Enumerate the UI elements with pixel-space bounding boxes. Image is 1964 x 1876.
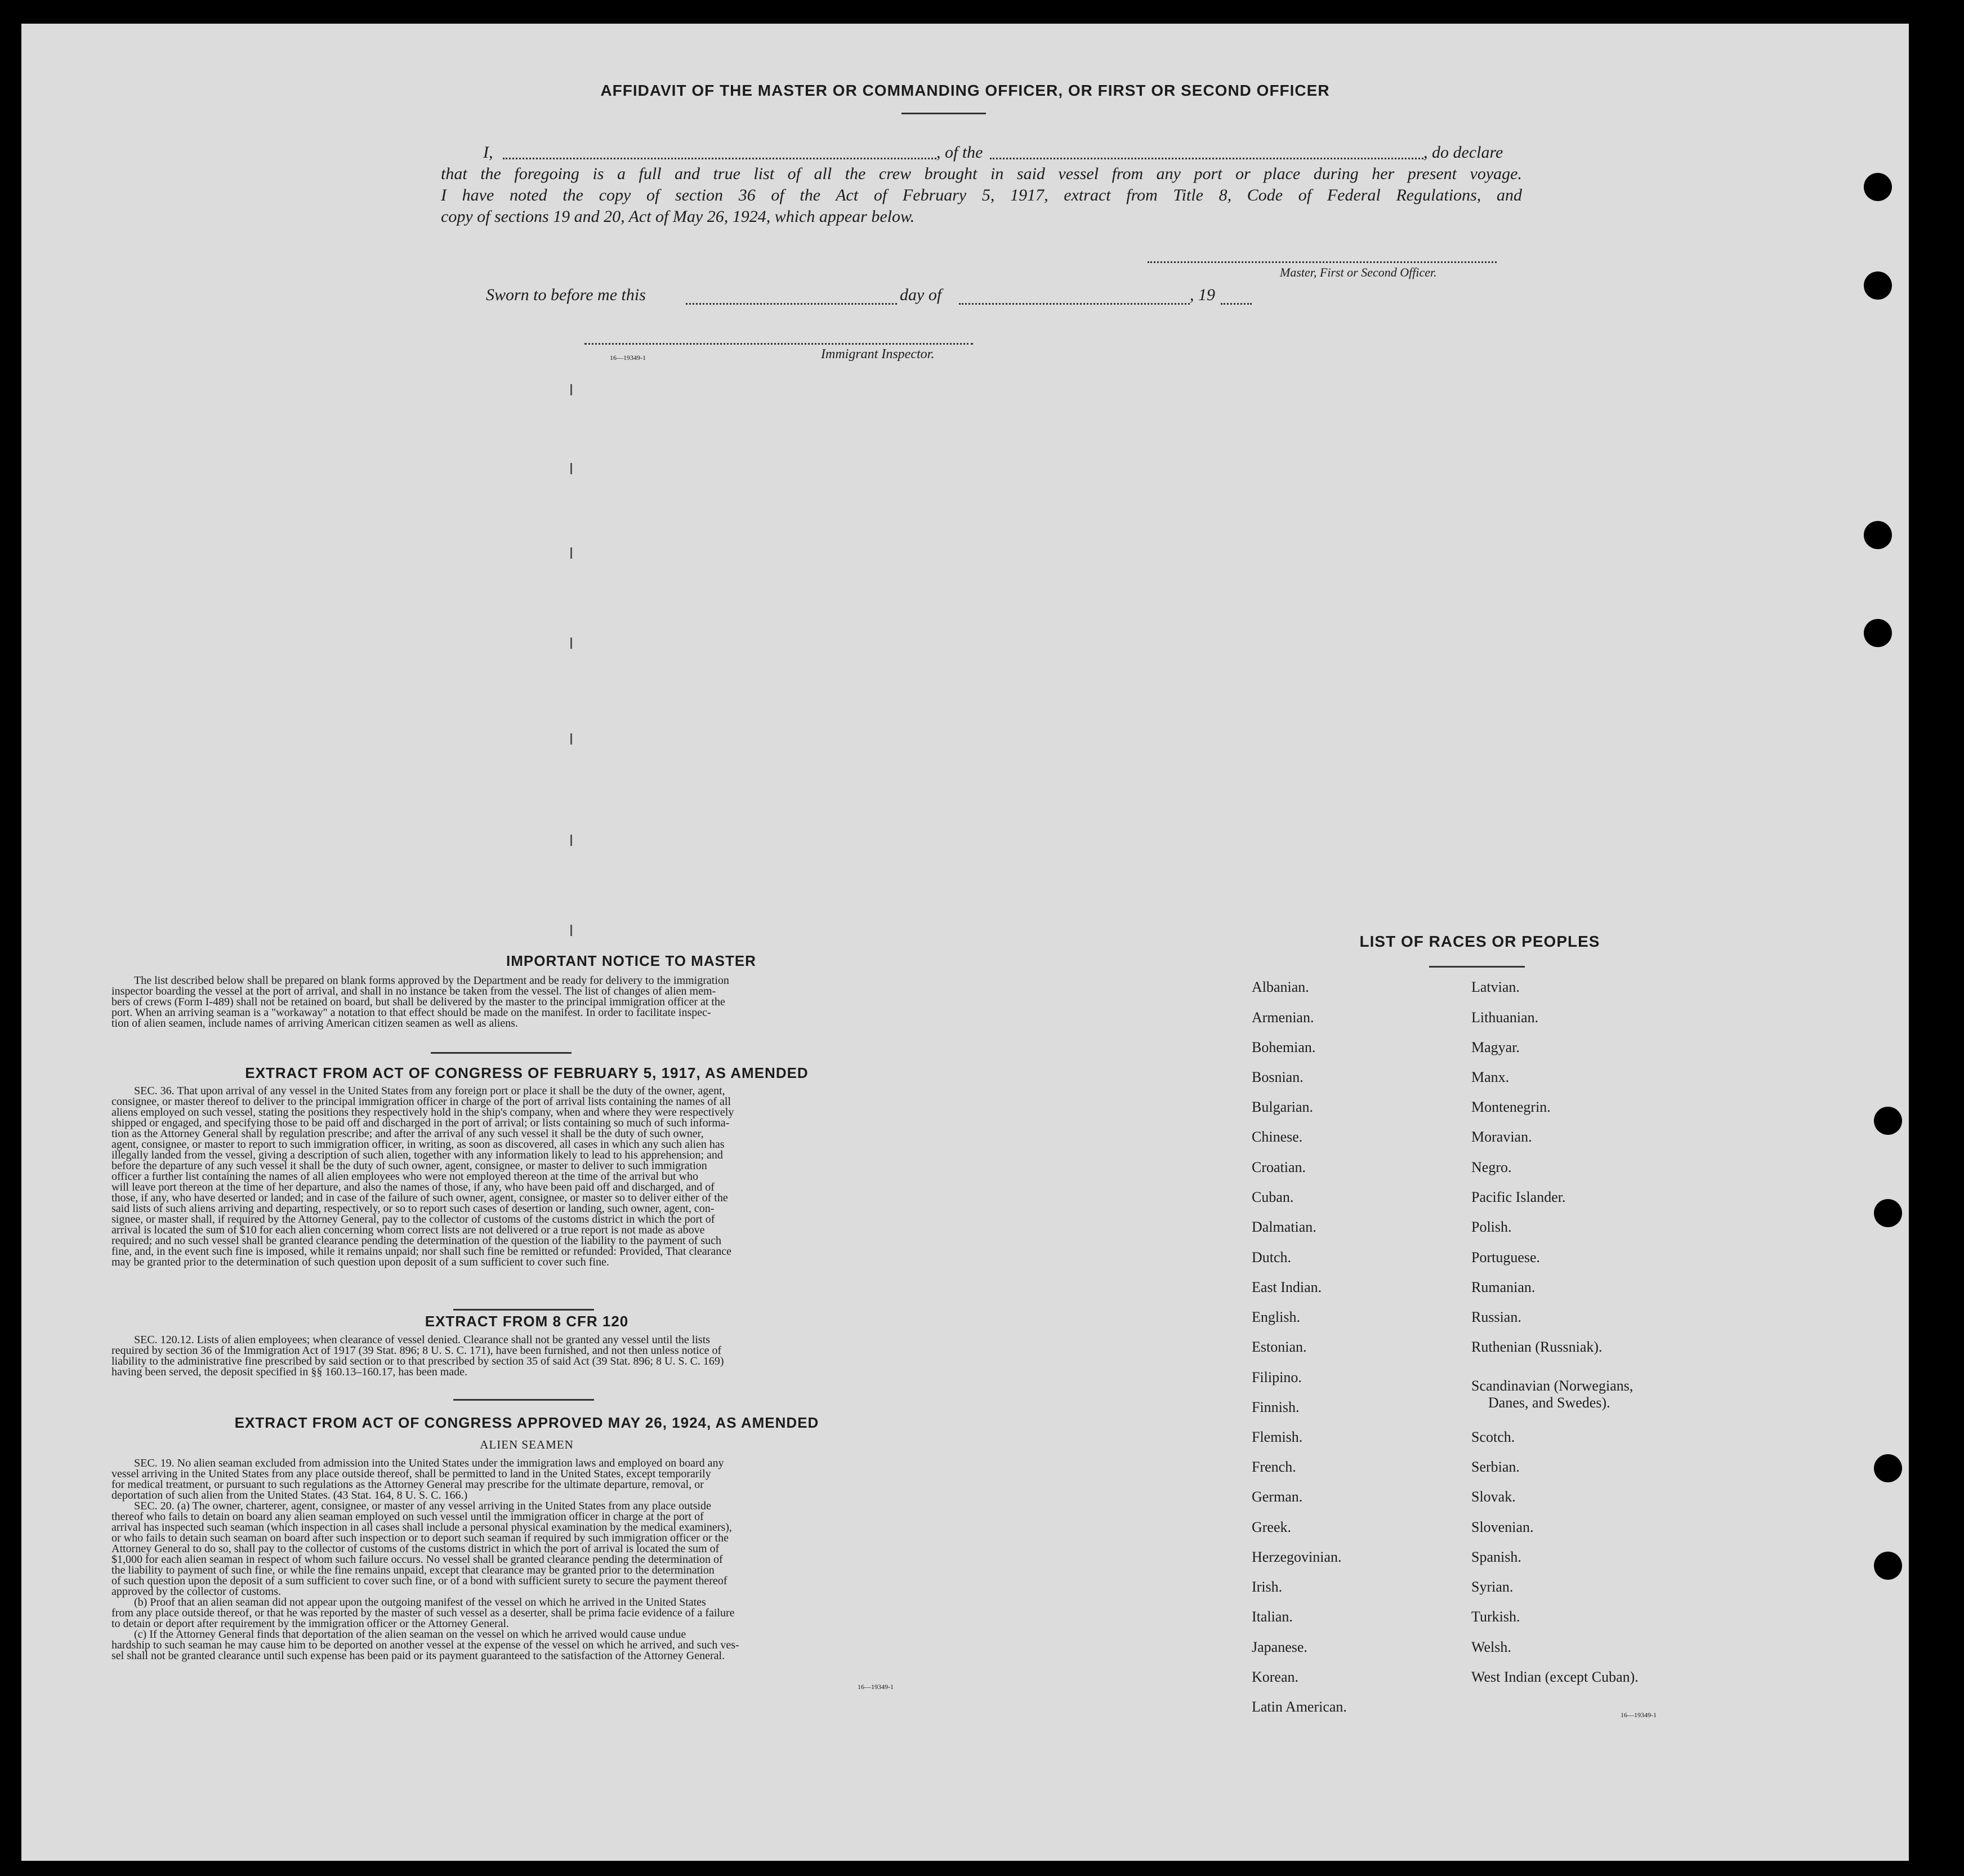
affidavit-line-4: copy of sections 19 and 20, Act of May 26, 1924, which appear below. — [441, 207, 915, 226]
race-item: Albanian. — [1252, 979, 1309, 995]
race-item: Negro. — [1471, 1159, 1512, 1175]
race-item: Bosnian. — [1252, 1069, 1304, 1085]
divider — [1429, 966, 1525, 968]
officer-caption: Master, First or Second Officer. — [1280, 265, 1437, 279]
punch-hole — [1864, 619, 1892, 647]
race-item: Serbian. — [1471, 1459, 1520, 1475]
extract-1924-title: EXTRACT FROM ACT OF CONGRESS APPROVED MAY 26, 1924, AS AMENDED — [234, 1414, 819, 1431]
race-item: Magyar. — [1471, 1039, 1520, 1055]
text-line: arrival has inspected such seaman (which inspection in all cases shall include a personal physical examination by the medical examiners), — [111, 1521, 732, 1534]
affidavit-do-declare-label: , do declare — [1423, 143, 1503, 162]
vessel-blank[interactable] — [990, 158, 1423, 159]
text-line: liability to the administrative fine prescribed by said section or to that prescribed by section 35 of said Act (39 Stat. 896; 8 U. S. C. 169) — [111, 1355, 724, 1367]
text-line: deportation of such alien from the United States. (43 Stat. 164, 8 U. S. C. 166.) — [111, 1489, 468, 1501]
affidavit-of-the-label: , of the — [936, 143, 983, 162]
punch-hole — [1864, 271, 1892, 300]
race-item: Armenian. — [1252, 1009, 1314, 1026]
text-line: officer a further list containing the names of all alien employees who were not employed thereon at the time of the arrival but who — [111, 1170, 699, 1183]
text-line: signee, or master shall, if required by the Attorney General, pay to the collector of customs of the customs district in which the port of — [111, 1213, 715, 1226]
text-line: agent, consignee, or master to report to such immigration officer, in writing, as soon as discovered, all cases in which any such alien has — [111, 1138, 725, 1151]
race-item: Turkish. — [1471, 1608, 1520, 1625]
race-item: Irish. — [1252, 1579, 1283, 1595]
divider — [431, 1052, 572, 1054]
text-line: approved by the collector of customs. — [111, 1585, 282, 1598]
text-line: (b) Proof that an alien seaman did not appear upon the outgoing manifest of the vessel on which he arrived in the United States — [134, 1596, 706, 1608]
form-number: 16—19349-1 — [1621, 1711, 1657, 1719]
punch-hole — [1874, 1552, 1902, 1580]
extract-1917-title: EXTRACT FROM ACT OF CONGRESS OF FEBRUARY 5, 1917, AS AMENDED — [245, 1064, 809, 1081]
form-number: 16—19349-1 — [610, 354, 646, 362]
race-item: Herzegovinian. — [1252, 1549, 1342, 1565]
text-line: thereof who fails to detain on board any alien seaman employed on such vessel until the immigration officer in charge at the port of — [111, 1510, 704, 1523]
text-line: of such question upon the deposit of a sum sufficient to cover such fine, or of a bond with sufficient surety to secure the payment thereof — [111, 1575, 727, 1587]
race-item: Montenegrin. — [1471, 1099, 1551, 1115]
race-item: English. — [1252, 1309, 1300, 1325]
text-line: port. When an arriving seaman is a "workaway" a notation to that effect should be made on the manifest. In order to facilitate inspec- — [111, 1006, 711, 1019]
race-item: Pacific Islander. — [1471, 1189, 1566, 1205]
text-line: consignee, or master thereof to deliver to the principal immigration officer in charge of the port of arrival lists containing the names of all — [111, 1095, 731, 1108]
race-item: Welsh. — [1471, 1639, 1511, 1655]
text-line: will leave port thereon at the time of her departure, and also the names of those, if any, who have been paid off and discharged, and of — [111, 1181, 715, 1193]
text-line: tion of alien seamen, include names of arriving American citizen seamen as well as aliens. — [111, 1017, 518, 1030]
sworn-year-blank[interactable] — [1221, 303, 1252, 305]
race-item: Dalmatian. — [1252, 1219, 1316, 1235]
name-blank[interactable] — [503, 158, 936, 159]
bleed-through-mark — [570, 384, 572, 395]
race-item: Slovenian. — [1471, 1519, 1534, 1535]
race-item: Flemish. — [1252, 1429, 1303, 1445]
text-line: required; and no such vessel shall be granted clearance pending the determination of the question of the liability to the payment of such — [111, 1235, 721, 1247]
race-item: Finnish. — [1252, 1399, 1300, 1415]
punch-hole — [1874, 1454, 1902, 1482]
race-item: Scandinavian (Norwegians, — [1471, 1378, 1633, 1394]
divider — [453, 1309, 594, 1311]
text-line: before the departure of any such vessel it shall be the duty of such owner, agent, consignee, or master to deliver to such immigration — [111, 1160, 707, 1172]
notice-title: IMPORTANT NOTICE TO MASTER — [506, 952, 756, 969]
text-line: or who fails to detain such seaman on board after such inspection or to deport such seaman if required by such immigration officer or the — [111, 1532, 729, 1544]
text-line: those, if any, who have deserted or landed; and in case of the failure of such owner, agent, consignee, or master so to deliver either of the — [111, 1192, 728, 1204]
day-of-label: day of — [900, 286, 942, 304]
race-item: Spanish. — [1471, 1549, 1521, 1565]
race-item: Bulgarian. — [1252, 1099, 1314, 1115]
race-item: Danes, and Swedes). — [1488, 1394, 1610, 1411]
race-item: Japanese. — [1252, 1639, 1307, 1655]
text-line: aliens employed on such vessel, stating the positions they respectively hold in the ship's company, when and where they were respectively — [111, 1106, 734, 1119]
text-line: may be granted prior to the determination of such question upon deposit of a sum sufficient to cover such fine. — [111, 1256, 609, 1268]
bleed-through-mark — [570, 547, 572, 559]
affidavit-line-3: I have noted the copy of section 36 of the Act of February 5, 1917, extract from Title 8, Code of Federal Regulations, and — [441, 186, 1522, 204]
race-item: Polish. — [1471, 1219, 1512, 1235]
text-line: arrival is located the sum of $10 for each alien concerning whom correct lists are not delivered or a true report is not made as above — [111, 1224, 705, 1236]
form-page — [21, 24, 1909, 1861]
text-line: the liability to payment of such fine, or while the fine remains unpaid, except that clearance may be granted prior to the determination — [111, 1564, 715, 1576]
race-item: Portuguese. — [1471, 1249, 1541, 1265]
text-line: for medical treatment, or pursuant to such regulations as the Attorney General may prescribe for the ultimate departure, removal, or — [111, 1478, 704, 1491]
text-line: having been served, the deposit specified in §§ 160.13–160.17, has been made. — [111, 1366, 468, 1378]
text-line: Attorney General to do so, shall pay to the collector of customs of the customs district in which the port of arrival is located the sum of — [111, 1543, 720, 1555]
text-line: hardship to such seaman he may cause him to be deported on another vessel at the expense of the vessel on which he arrived, and such ves- — [111, 1639, 739, 1651]
punch-hole — [1864, 521, 1892, 549]
races-title: LIST OF RACES OR PEOPLES — [1359, 933, 1600, 950]
text-line: fine, and, in the event such fine is imposed, while it remains unpaid; nor shall such fine be remitted or refunded: Provided, That clearance — [111, 1245, 731, 1258]
race-item: Rumanian. — [1471, 1279, 1536, 1295]
form-number: 16—19349-1 — [858, 1683, 894, 1691]
text-line: SEC. 120.12. Lists of alien employees; when clearance of vessel denied. Clearance shall not be granted any vessel until the lists — [134, 1334, 711, 1346]
text-line: from any place outside thereof, or that he was reported by the master of such vessel as a deserter, shall be prima facie evidence of a failure — [111, 1607, 735, 1619]
text-line: $1,000 for each alien seaman in respect of whom such failure occurs. No vessel shall be granted clearance pending the determination of — [111, 1553, 723, 1566]
year-label: , 19 — [1190, 286, 1215, 304]
text-line: The list described below shall be prepared on blank forms approved by the Department and be ready for delivery to the immigration — [134, 974, 729, 987]
text-line: illegally landed from the vessel, giving a description of such alien, together with any information likely to lead to his apprehension; and — [111, 1149, 723, 1161]
affidavit-i-label: I, — [483, 143, 493, 162]
punch-hole — [1874, 1107, 1902, 1135]
race-item: Lithuanian. — [1471, 1009, 1539, 1026]
divider — [453, 1399, 594, 1401]
sworn-month-blank[interactable] — [959, 303, 1190, 305]
extract-1924-subtitle: ALIEN SEAMEN — [480, 1438, 574, 1451]
race-item: Cuban. — [1252, 1189, 1294, 1205]
race-item: Syrian. — [1471, 1579, 1514, 1595]
race-item: Croatian. — [1252, 1159, 1306, 1175]
race-item: Slovak. — [1471, 1489, 1516, 1505]
race-item: Russian. — [1471, 1309, 1521, 1325]
race-item: Scotch. — [1471, 1429, 1515, 1445]
text-line: inspector boarding the vessel at the port of arrival, and shall in no instance be taken from the vessel. The list of changes of alien mem- — [111, 985, 716, 997]
bleed-through-mark — [570, 835, 572, 846]
race-item: Dutch. — [1252, 1249, 1292, 1265]
affidavit-line-2: that the foregoing is a full and true list of all the crew brought in said vessel from any port or place during her present voyage. — [441, 164, 1522, 183]
text-line: SEC. 36. That upon arrival of any vessel in the United States from any foreign port or place it shall be the duty of the owner, agent, — [134, 1085, 725, 1097]
divider — [901, 113, 986, 114]
race-item: Estonian. — [1252, 1339, 1307, 1355]
race-item: Latin American. — [1252, 1699, 1347, 1715]
notice-body — [111, 975, 942, 1029]
race-item: French. — [1252, 1459, 1296, 1475]
race-item: Filipino. — [1252, 1369, 1302, 1385]
text-line: required by section 36 of the Immigration Act of 1917 (39 Stat. 896; 8 U. S. C. 171), have been furnished, and not then unless notice of — [111, 1344, 722, 1357]
race-item: Ruthenian (Russniak). — [1471, 1339, 1603, 1355]
punch-hole — [1874, 1199, 1902, 1227]
race-item: Chinese. — [1252, 1129, 1303, 1145]
race-item: Korean. — [1252, 1669, 1299, 1685]
race-item: Moravian. — [1471, 1129, 1532, 1145]
sworn-label: Sworn to before me this — [486, 286, 646, 304]
race-item: Greek. — [1252, 1519, 1292, 1535]
bleed-through-mark — [570, 463, 572, 474]
text-line: sel shall not be granted clearance until such expense has been paid or its payment guaranteed to the satisfaction of the Attorney General. — [111, 1650, 725, 1662]
text-line: tion as the Attorney General shall by regulation prescribe; and after the arrival of any such vessel it shall be the duty of such owner, — [111, 1128, 704, 1140]
text-line: shipped or engaged, and specifying those to be paid off and discharged in the port of arrival; or lists containing so much of such informa- — [111, 1117, 730, 1129]
bleed-through-mark — [570, 925, 572, 936]
sworn-day-blank[interactable] — [686, 303, 897, 305]
text-line: SEC. 19. No alien seaman excluded from admission into the United States under the immigration laws and employed on board any — [134, 1457, 724, 1469]
race-item: Italian. — [1252, 1608, 1293, 1625]
bleed-through-mark — [570, 638, 572, 649]
text-line: bers of crews (Form I-489) shall not be retained on board, but shall be delivered by the master to the principal immigration officer at the — [111, 996, 725, 1008]
race-item: West Indian (except Cuban). — [1471, 1669, 1639, 1685]
inspector-signature-blank[interactable] — [584, 343, 973, 345]
text-line: said lists of such aliens arriving and departing, respectively, or so to report such cases of desertion or landing, such owner, agent, con- — [111, 1202, 715, 1215]
text-line: vessel arriving in the United States from any place outside thereof, shall be permitted to land in the United States, except temporarily — [111, 1468, 711, 1480]
extract-cfr-body — [111, 1335, 942, 1378]
text-line: to detain or deport after requirement by the immigration officer or the Attorney General. — [111, 1617, 510, 1630]
race-item: East Indian. — [1252, 1279, 1322, 1295]
punch-hole — [1864, 173, 1892, 201]
affidavit-title: AFFIDAVIT OF THE MASTER OR COMMANDING OFFICER, OR FIRST OR SECOND OFFICER — [600, 82, 1330, 99]
bleed-through-mark — [570, 733, 572, 745]
extract-1917-body — [111, 1086, 942, 1268]
text-line: (c) If the Attorney General finds that deportation of the alien seaman on the vessel on which he arrived would cause undue — [134, 1628, 686, 1641]
officer-signature-blank[interactable] — [1148, 261, 1497, 263]
extract-cfr-title: EXTRACT FROM 8 CFR 120 — [425, 1313, 629, 1330]
extract-1924-body — [111, 1458, 942, 1661]
race-item: Manx. — [1471, 1069, 1510, 1085]
text-line: SEC. 20. (a) The owner, charterer, agent, consignee, or master of any vessel arriving in the United States from any place outside — [134, 1500, 711, 1512]
inspector-caption: Immigrant Inspector. — [821, 347, 935, 362]
race-item: German. — [1252, 1489, 1303, 1505]
race-item: Latvian. — [1471, 979, 1520, 995]
race-item: Bohemian. — [1252, 1039, 1316, 1055]
